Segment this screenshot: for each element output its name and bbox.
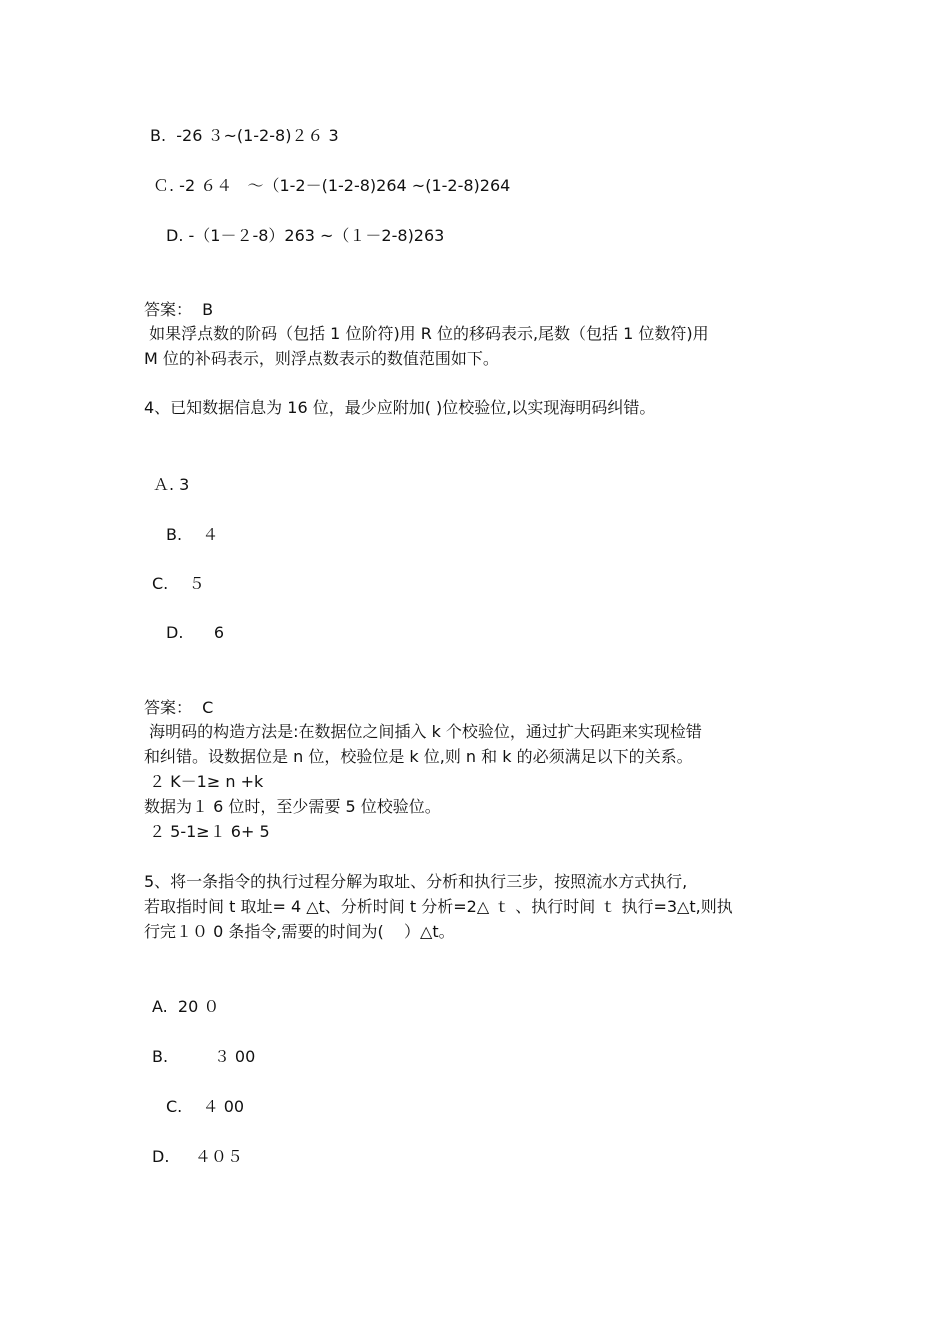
q5-option-b: B. ３ 00 [152,1047,256,1066]
q5-option-d: D. ４０５ [152,1147,243,1166]
q4-explanation-line: 数据为１ 6 位时，至少需要 5 位校验位。 [144,797,441,816]
q4-explanation-line: 海明码的构造方法是:在数据位之间插入 k 个校验位，通过扩大码距来实现检错 [144,722,702,741]
q3-option-b: B. -26 ３~(1-2-8)２６ 3 [150,126,339,145]
q4-option-a: Ａ. 3 [153,475,190,494]
q3-option-c: Ｃ. -2 ６４ ～（1-2－(1-2-8)264 ~(1-2-8)264 [153,176,511,195]
q4-option-b: B. ４ [166,525,219,544]
q4-question: 4、已知数据信息为 16 位，最少应附加( )位校验位,以实现海明码纠错。 [144,398,656,417]
q4-answer-label: 答案： C [144,698,214,717]
q3-option-d: D. -（1－２-8）263 ~（１－2-8)263 [166,226,445,245]
q3-explanation-line: M 位的补码表示，则浮点数表示的数值范围如下。 [144,349,499,368]
q5-question-line: 若取指时间 t 取址= 4 △t、分析时间 t 分析=2△ ｔ 、执行时间 ｔ 执行=3△t,则执 [144,897,733,916]
q4-explanation-line: ２ K－1≥ n +k [144,772,264,791]
q5-question-line: 5、将一条指令的执行过程分解为取址、分析和执行三步，按照流水方式执行, [144,872,688,891]
q4-option-d: D. 6 [166,623,225,642]
q4-option-c: C. ５ [152,574,205,593]
q3-explanation-line: 如果浮点数的阶码（包括 1 位阶符)用 R 位的移码表示,尾数（包括 1 位数符)用 [144,324,709,343]
q5-question-line: 行完１０ 0 条指令,需要的时间为( ）△t。 [144,922,455,941]
q5-option-a: A. 20 ０ [152,997,220,1016]
q4-explanation-line: 和纠错。设数据位是 n 位，校验位是 k 位,则 n 和 k 的必须满足以下的关系。 [144,747,693,766]
q5-option-c: C. ４ 00 [166,1097,245,1116]
q3-answer-label: 答案： B [144,300,214,319]
q4-explanation-line: ２ 5-1≥１ 6+ 5 [144,822,270,841]
